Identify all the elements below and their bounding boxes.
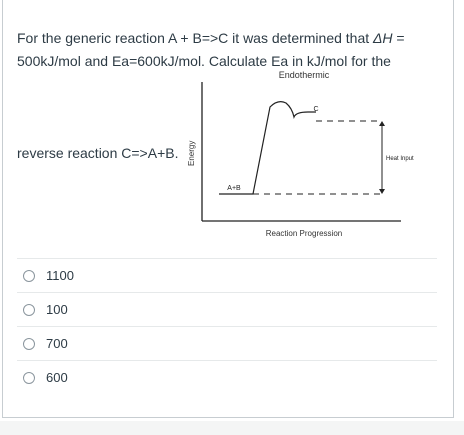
footer-strip (0, 421, 464, 435)
arrow-head-down (379, 189, 385, 194)
answer-label: 100 (46, 302, 68, 317)
answer-options (17, 258, 437, 394)
reactant-label: A+B (227, 185, 241, 192)
heat-input-label: Heat Input (386, 156, 414, 162)
answer-label: 600 (46, 370, 68, 385)
diagram-title: Endothermic (278, 70, 330, 80)
radio-button[interactable] (23, 372, 35, 384)
y-axis-label: Energy (187, 140, 196, 166)
radio-button[interactable] (23, 270, 35, 282)
question-text-continued: reverse reaction C=>A+B. (17, 145, 179, 161)
answer-option[interactable] (17, 258, 437, 292)
energy-curve (219, 102, 319, 194)
radio-button[interactable] (23, 338, 35, 350)
answer-label: 700 (46, 336, 68, 351)
x-axis-label: Reaction Progression (265, 229, 343, 238)
question-text: For the generic reaction A + B=>C it was determined that ΔH = 500kJ/mol and Ea=600kJ/mol. Calculate Ea in kJ/mol for the (17, 30, 405, 69)
answer-option[interactable] (17, 360, 437, 394)
radio-button[interactable] (23, 304, 35, 316)
answer-option[interactable] (17, 292, 437, 326)
product-label: C (313, 106, 319, 113)
arrow-head-up (379, 121, 385, 126)
energy-diagram (186, 66, 416, 246)
answer-label: 1100 (46, 268, 74, 283)
answer-option[interactable] (17, 326, 437, 360)
